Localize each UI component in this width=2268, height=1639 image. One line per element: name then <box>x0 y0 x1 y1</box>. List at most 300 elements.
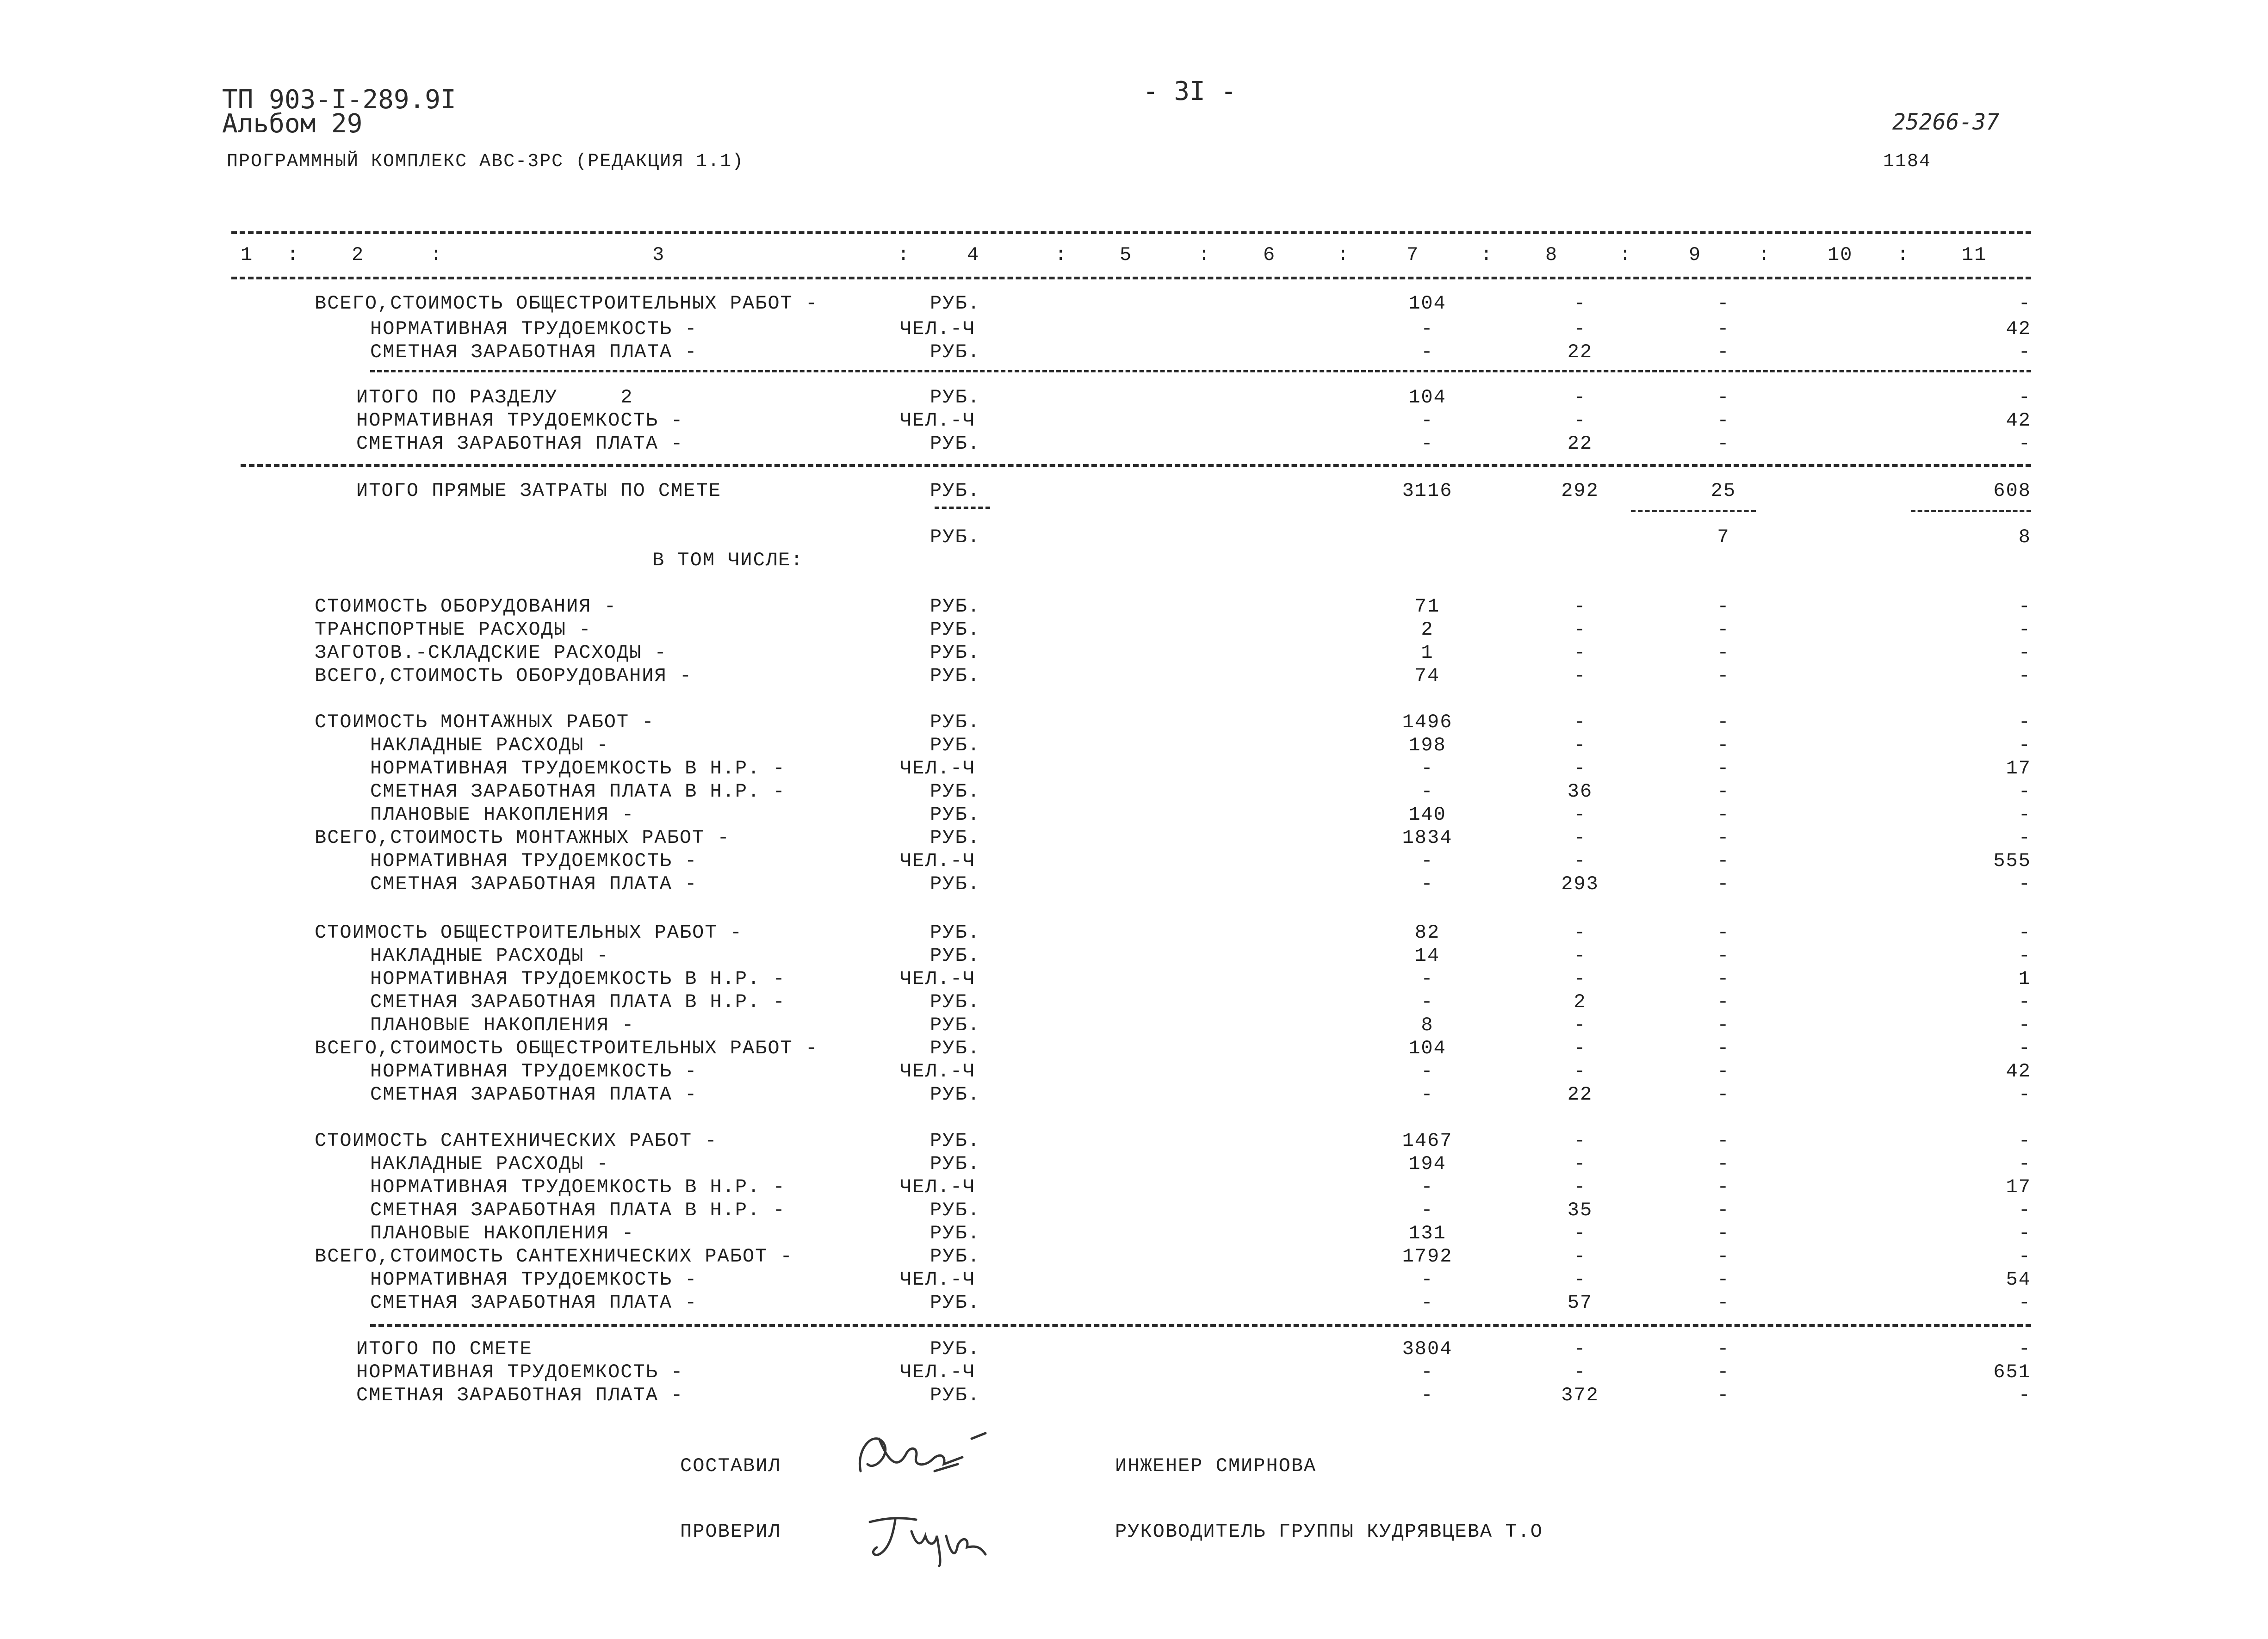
row-label: СТОИМОСТЬ САНТЕХНИЧЕСКИХ РАБОТ - <box>315 1130 718 1152</box>
cell-col7: 2 <box>1421 618 1434 641</box>
row-unit: РУБ. <box>930 1292 980 1314</box>
row-label: ИТОГО ПО РАЗДЕЛУ 2 <box>356 386 633 408</box>
cell-col7: - <box>1421 780 1434 803</box>
cell-col9: - <box>1717 804 1730 826</box>
compiled-by: ИНЖЕНЕР СМИРНОВА <box>1115 1455 1317 1477</box>
column-separator: : <box>1897 244 1910 266</box>
row-label: В ТОМ ЧИСЛЕ: <box>652 549 804 571</box>
cell-col8: - <box>1574 1222 1586 1244</box>
table-row <box>0 992 2268 1016</box>
table-row <box>0 759 2268 783</box>
cell-col9: - <box>1717 1199 1730 1221</box>
cell-col11: - <box>2018 1014 2031 1036</box>
cell-col7: - <box>1421 1083 1434 1106</box>
row-unit: РУБ. <box>930 922 980 944</box>
cell-col11: - <box>2018 1153 2031 1175</box>
cell-col9: - <box>1717 734 1730 756</box>
cell-col7: 74 <box>1414 665 1440 687</box>
row-label: СМЕТНАЯ ЗАРАБОТНАЯ ПЛАТА - <box>370 1292 698 1314</box>
cell-col9: - <box>1717 1153 1730 1175</box>
cell-col11: 8 <box>2018 526 2031 548</box>
cell-col9: - <box>1717 1014 1730 1036</box>
table-row <box>0 1293 2268 1317</box>
row-label: СМЕТНАЯ ЗАРАБОТНАЯ ПЛАТА - <box>370 341 698 363</box>
cell-col7: 1 <box>1421 642 1434 664</box>
cell-col11: 42 <box>2006 409 2031 432</box>
row-label: СМЕТНАЯ ЗАРАБОТНАЯ ПЛАТА - <box>370 873 698 895</box>
cell-col8: - <box>1574 409 1586 432</box>
table-row <box>0 874 2268 898</box>
row-label: НАКЛАДНЫЕ РАСХОДЫ - <box>370 734 609 756</box>
cell-col7: 131 <box>1408 1222 1446 1244</box>
table-row <box>0 597 2268 621</box>
row-label: ИТОГО ПО СМЕТЕ <box>356 1338 533 1360</box>
row-label: СМЕТНАЯ ЗАРАБОТНАЯ ПЛАТА В Н.Р. - <box>370 1199 786 1221</box>
cell-col7: - <box>1421 873 1434 895</box>
cell-col7: 104 <box>1408 1037 1446 1059</box>
row-label: СТОИМОСТЬ ОБОРУДОВАНИЯ - <box>315 595 617 618</box>
row-unit: РУБ. <box>930 1153 980 1175</box>
column-separator: : <box>1198 244 1211 266</box>
cell-col7: - <box>1421 757 1434 779</box>
row-unit: РУБ. <box>930 1222 980 1244</box>
cell-col9: - <box>1717 595 1730 618</box>
cell-col8: - <box>1574 1037 1586 1059</box>
column-separator: : <box>1619 244 1632 266</box>
cell-col11: - <box>2018 780 2031 803</box>
table-row <box>0 434 2268 458</box>
cell-col11: - <box>2018 945 2031 967</box>
cell-col8: - <box>1574 1060 1586 1082</box>
table-row <box>0 319 2268 343</box>
cell-col8: 22 <box>1567 341 1593 363</box>
cell-col8: - <box>1574 922 1586 944</box>
row-label: НОРМАТИВНАЯ ТРУДОЕМКОСТЬ - <box>370 318 698 340</box>
cell-col8: 2 <box>1574 991 1586 1013</box>
cell-col9: - <box>1717 1037 1730 1059</box>
cell-col11: - <box>2018 991 2031 1013</box>
cell-col8: - <box>1574 1268 1586 1291</box>
cell-col8: 35 <box>1567 1199 1593 1221</box>
checked-label: ПРОВЕРИЛ <box>680 1521 781 1543</box>
cell-col7: - <box>1421 409 1434 432</box>
cell-col8: - <box>1574 827 1586 849</box>
row-label: НОРМАТИВНАЯ ТРУДОЕМКОСТЬ - <box>356 1361 684 1383</box>
column-header-4: 4 <box>967 244 980 266</box>
cell-col7: 3116 <box>1402 480 1453 502</box>
cell-col11: 1 <box>2018 968 2031 990</box>
cell-col9: - <box>1717 318 1730 340</box>
row-unit: РУБ. <box>930 945 980 967</box>
row-label: НОРМАТИВНАЯ ТРУДОЕМКОСТЬ В Н.Р. - <box>370 1176 786 1198</box>
cell-col11: 608 <box>1993 480 2031 502</box>
cell-col11: 54 <box>2006 1268 2031 1291</box>
row-unit: РУБ. <box>930 1083 980 1106</box>
row-unit: РУБ. <box>930 595 980 618</box>
cell-col9: - <box>1717 873 1730 895</box>
column-header-3: 3 <box>652 244 665 266</box>
cell-col11: - <box>2018 1083 2031 1106</box>
row-label: СТОИМОСТЬ ОБЩЕСТРОИТЕЛЬНЫХ РАБОТ - <box>315 922 743 944</box>
cell-col9: - <box>1717 1361 1730 1383</box>
cell-col7: 104 <box>1408 292 1446 315</box>
row-unit: РУБ. <box>930 1245 980 1268</box>
cell-col11: - <box>2018 341 2031 363</box>
row-label: СМЕТНАЯ ЗАРАБОТНАЯ ПЛАТА В Н.Р. - <box>370 780 786 803</box>
cell-col11: - <box>2018 433 2031 455</box>
row-unit: РУБ. <box>930 711 980 733</box>
table-row <box>0 828 2268 852</box>
cell-col8: - <box>1574 734 1586 756</box>
cell-col9: - <box>1717 991 1730 1013</box>
cell-col8: 293 <box>1561 873 1599 895</box>
page-number: - 3I - <box>1143 76 1237 106</box>
cell-col7: 1834 <box>1402 827 1453 849</box>
table-row <box>0 851 2268 875</box>
sheet-number: 1184 <box>1883 151 1932 172</box>
row-unit: РУБ. <box>930 665 980 687</box>
table-row <box>0 294 2268 318</box>
cell-col8: - <box>1574 618 1586 641</box>
cell-col11: - <box>2018 292 2031 315</box>
table-row <box>0 1039 2268 1063</box>
table-row <box>0 643 2268 667</box>
cell-col8: - <box>1574 1014 1586 1036</box>
row-unit: РУБ. <box>930 618 980 641</box>
table-row <box>0 342 2268 366</box>
row-unit: ЧЕЛ.-Ч <box>900 757 976 779</box>
cell-col11: 17 <box>2006 1176 2031 1198</box>
cell-col11: 17 <box>2006 757 2031 779</box>
album-label: Альбом 29 <box>222 109 363 139</box>
cell-col8: - <box>1574 804 1586 826</box>
row-label: НАКЛАДНЫЕ РАСХОДЫ - <box>370 1153 609 1175</box>
row-unit: ЧЕЛ.-Ч <box>900 968 976 990</box>
cell-col9: - <box>1717 968 1730 990</box>
row-label: НОРМАТИВНАЯ ТРУДОЕМКОСТЬ В Н.Р. - <box>370 757 786 779</box>
cell-col9: - <box>1717 1060 1730 1082</box>
column-header-5: 5 <box>1120 244 1133 266</box>
cell-col7: - <box>1421 1384 1434 1406</box>
table-row <box>0 736 2268 760</box>
cell-col7: - <box>1421 1268 1434 1291</box>
cell-col9: - <box>1717 711 1730 733</box>
table-row <box>0 1062 2268 1086</box>
cell-col8: - <box>1574 292 1586 315</box>
cell-col9: - <box>1717 665 1730 687</box>
cell-col11: - <box>2018 1245 2031 1268</box>
column-separator: : <box>898 244 911 266</box>
column-separators: : <box>287 244 300 266</box>
row-unit: ЧЕЛ.-Ч <box>900 1176 976 1198</box>
row-label: ВСЕГО,СТОИМОСТЬ ОБЩЕСТРОИТЕЛЬНЫХ РАБОТ - <box>315 1037 818 1059</box>
row-label: ЗАГОТОВ.-СКЛАДСКИЕ РАСХОДЫ - <box>315 642 667 664</box>
cell-col8: - <box>1574 1153 1586 1175</box>
cell-col11: - <box>2018 711 2031 733</box>
column-header-7: 7 <box>1407 244 1419 266</box>
table-row <box>0 1154 2268 1178</box>
cell-col9: - <box>1717 1130 1730 1152</box>
cell-col8: - <box>1574 595 1586 618</box>
cell-col9: - <box>1717 1268 1730 1291</box>
table-row <box>0 1339 2268 1363</box>
row-unit: РУБ. <box>930 1199 980 1221</box>
row-unit: РУБ. <box>930 827 980 849</box>
row-unit: РУБ. <box>930 1014 980 1036</box>
column-header-9: 9 <box>1689 244 1702 266</box>
cell-col8: - <box>1574 1130 1586 1152</box>
row-label: СТОИМОСТЬ МОНТАЖНЫХ РАБОТ - <box>315 711 655 733</box>
table-row <box>0 1177 2268 1201</box>
cell-col9: - <box>1717 945 1730 967</box>
cell-col11: - <box>2018 595 2031 618</box>
cell-col7: 3804 <box>1402 1338 1453 1360</box>
row-unit: РУБ. <box>930 480 980 502</box>
column-header-1: 1 <box>241 244 254 266</box>
row-unit: РУБ. <box>930 341 980 363</box>
compiled-label: СОСТАВИЛ <box>680 1455 781 1477</box>
cell-col9: - <box>1717 757 1730 779</box>
row-unit: РУБ. <box>930 642 980 664</box>
cell-col8: 57 <box>1567 1292 1593 1314</box>
row-unit: РУБ. <box>930 292 980 315</box>
row-label: ПЛАНОВЫЕ НАКОПЛЕНИЯ - <box>370 1014 635 1036</box>
cell-col11: - <box>2018 665 2031 687</box>
column-separator: : <box>1758 244 1771 266</box>
cell-col9: - <box>1717 386 1730 408</box>
row-unit: РУБ. <box>930 433 980 455</box>
row-unit: РУБ. <box>930 1338 980 1360</box>
table-row <box>0 411 2268 435</box>
cell-col8: - <box>1574 968 1586 990</box>
column-header-11: 11 <box>1962 244 1987 266</box>
cell-col8: - <box>1574 386 1586 408</box>
cell-col11: - <box>2018 618 2031 641</box>
cell-col9: - <box>1717 642 1730 664</box>
cell-col9: - <box>1717 1338 1730 1360</box>
cell-col8: 22 <box>1567 433 1593 455</box>
program-title: ПРОГРАММНЫЙ КОМПЛЕКС АВС-3РС (РЕДАКЦИЯ 1.1) <box>227 151 744 172</box>
cell-col9: - <box>1717 1176 1730 1198</box>
cell-col9: 25 <box>1710 480 1736 502</box>
cell-col7: 71 <box>1414 595 1440 618</box>
row-unit: ЧЕЛ.-Ч <box>900 1268 976 1291</box>
cell-col7: - <box>1421 1060 1434 1082</box>
row-unit: РУБ. <box>930 1384 980 1406</box>
cell-col11: - <box>2018 386 2031 408</box>
cell-col9: - <box>1717 827 1730 849</box>
row-unit: ЧЕЛ.-Ч <box>900 409 976 432</box>
table-row <box>0 1131 2268 1155</box>
cell-col8: - <box>1574 665 1586 687</box>
signature-compiled <box>847 1420 1013 1490</box>
cell-col8: - <box>1574 757 1586 779</box>
column-header-6: 6 <box>1263 244 1276 266</box>
table-row <box>0 1015 2268 1039</box>
row-unit: РУБ. <box>930 780 980 803</box>
row-label: СМЕТНАЯ ЗАРАБОТНАЯ ПЛАТА - <box>356 433 684 455</box>
cell-col8: - <box>1574 1245 1586 1268</box>
cell-col7: 8 <box>1421 1014 1434 1036</box>
cell-col7: - <box>1421 991 1434 1013</box>
row-unit: РУБ. <box>930 1130 980 1152</box>
column-separator: : <box>1481 244 1493 266</box>
document-code: ТП 903-I-289.9I <box>222 85 456 115</box>
cell-col11: - <box>2018 1292 2031 1314</box>
cell-col11: - <box>2018 1037 2031 1059</box>
cell-col11: - <box>2018 734 2031 756</box>
cell-col11: - <box>2018 873 2031 895</box>
cell-col9: - <box>1717 1292 1730 1314</box>
cell-col8: 372 <box>1561 1384 1599 1406</box>
row-unit: РУБ. <box>930 804 980 826</box>
row-unit: ЧЕЛ.-Ч <box>900 1361 976 1383</box>
cell-col11: 42 <box>2006 318 2031 340</box>
cell-col9: 7 <box>1717 526 1730 548</box>
cell-col7: 1792 <box>1402 1245 1453 1268</box>
table-row <box>0 527 2268 551</box>
cell-col11: - <box>2018 642 2031 664</box>
row-unit: РУБ. <box>930 526 980 548</box>
cell-col8: - <box>1574 711 1586 733</box>
table-row <box>0 481 2268 505</box>
column-separator: : <box>1055 244 1068 266</box>
cell-col7: 198 <box>1408 734 1446 756</box>
row-label: ИТОГО ПРЯМЫЕ ЗАТРАТЫ ПО СМЕТЕ <box>356 480 721 502</box>
cell-col8: - <box>1574 1176 1586 1198</box>
row-unit: ЧЕЛ.-Ч <box>900 318 976 340</box>
cell-col7: - <box>1421 1361 1434 1383</box>
cell-col11: - <box>2018 804 2031 826</box>
cell-col8: - <box>1574 945 1586 967</box>
cell-col8: - <box>1574 642 1586 664</box>
cell-col9: - <box>1717 618 1730 641</box>
cell-col8: - <box>1574 850 1586 872</box>
column-header-10: 10 <box>1828 244 1853 266</box>
cell-col8: 292 <box>1561 480 1599 502</box>
cell-col9: - <box>1717 341 1730 363</box>
cell-col9: - <box>1717 433 1730 455</box>
cell-col11: - <box>2018 1130 2031 1152</box>
cell-col9: - <box>1717 292 1730 315</box>
table-row <box>0 388 2268 412</box>
cell-col8: - <box>1574 1338 1586 1360</box>
row-unit: РУБ. <box>930 386 980 408</box>
column-separator: : <box>1337 244 1350 266</box>
cell-col7: 14 <box>1414 945 1440 967</box>
row-label: ПЛАНОВЫЕ НАКОПЛЕНИЯ - <box>370 804 635 826</box>
cell-col7: 1467 <box>1402 1130 1453 1152</box>
table-row <box>0 923 2268 947</box>
cell-col9: - <box>1717 1245 1730 1268</box>
table-row <box>0 782 2268 806</box>
cell-col11: - <box>2018 1222 2031 1244</box>
row-label: НОРМАТИВНАЯ ТРУДОЕМКОСТЬ - <box>370 1268 698 1291</box>
cell-col9: - <box>1717 780 1730 803</box>
cell-col7: - <box>1421 850 1434 872</box>
cell-col11: 42 <box>2006 1060 2031 1082</box>
table-row <box>0 1085 2268 1109</box>
row-unit: ЧЕЛ.-Ч <box>900 1060 976 1082</box>
cell-col7: 194 <box>1408 1153 1446 1175</box>
row-label: ВСЕГО,СТОИМОСТЬ ОБЩЕСТРОИТЕЛЬНЫХ РАБОТ - <box>315 292 818 315</box>
row-unit: РУБ. <box>930 1037 980 1059</box>
cell-col9: - <box>1717 922 1730 944</box>
row-unit: РУБ. <box>930 991 980 1013</box>
cell-col7: 82 <box>1414 922 1440 944</box>
cell-col7: - <box>1421 1199 1434 1221</box>
cell-col7: - <box>1421 433 1434 455</box>
row-label: НОРМАТИВНАЯ ТРУДОЕМКОСТЬ - <box>370 850 698 872</box>
row-label: НОРМАТИВНАЯ ТРУДОЕМКОСТЬ - <box>370 1060 698 1082</box>
cell-col7: - <box>1421 1292 1434 1314</box>
cell-col8: - <box>1574 318 1586 340</box>
cell-col9: - <box>1717 1384 1730 1406</box>
cell-col9: - <box>1717 1222 1730 1244</box>
row-unit: ЧЕЛ.-Ч <box>900 850 976 872</box>
cell-col8: - <box>1574 1361 1586 1383</box>
row-label: ВСЕГО,СТОИМОСТЬ МОНТАЖНЫХ РАБОТ - <box>315 827 730 849</box>
cell-col7: - <box>1421 341 1434 363</box>
cell-col9: - <box>1717 409 1730 432</box>
cell-col7: 1496 <box>1402 711 1453 733</box>
table-row <box>0 712 2268 736</box>
column-separator: : <box>430 244 443 266</box>
cell-col11: 555 <box>1993 850 2031 872</box>
table-row <box>0 1200 2268 1225</box>
table-row <box>0 1385 2268 1410</box>
row-label: СМЕТНАЯ ЗАРАБОТНАЯ ПЛАТА - <box>356 1384 684 1406</box>
row-label: ПЛАНОВЫЕ НАКОПЛЕНИЯ - <box>370 1222 635 1244</box>
row-unit: РУБ. <box>930 873 980 895</box>
row-label: НОРМАТИВНАЯ ТРУДОЕМКОСТЬ - <box>356 409 684 432</box>
row-label: СМЕТНАЯ ЗАРАБОТНАЯ ПЛАТА - <box>370 1083 698 1106</box>
table-row <box>0 805 2268 829</box>
cell-col11: - <box>2018 1384 2031 1406</box>
stamp-code: 25266-37 <box>1892 109 2000 135</box>
table-row <box>0 1224 2268 1248</box>
cell-col7: - <box>1421 318 1434 340</box>
row-label: СМЕТНАЯ ЗАРАБОТНАЯ ПЛАТА В Н.Р. - <box>370 991 786 1013</box>
table-row <box>0 666 2268 690</box>
cell-col11: - <box>2018 1199 2031 1221</box>
cell-col7: - <box>1421 968 1434 990</box>
table-row <box>0 550 2268 575</box>
table-row <box>0 946 2268 970</box>
cell-col9: - <box>1717 850 1730 872</box>
cell-col11: - <box>2018 922 2031 944</box>
row-unit: РУБ. <box>930 734 980 756</box>
cell-col8: 22 <box>1567 1083 1593 1106</box>
table-row <box>0 620 2268 644</box>
row-label: НАКЛАДНЫЕ РАСХОДЫ - <box>370 945 609 967</box>
cell-col11: 651 <box>1993 1361 2031 1383</box>
row-label: ВСЕГО,СТОИМОСТЬ САНТЕХНИЧЕСКИХ РАБОТ - <box>315 1245 793 1268</box>
cell-col8: 36 <box>1567 780 1593 803</box>
column-header-2: 2 <box>352 244 365 266</box>
cell-col7: 104 <box>1408 386 1446 408</box>
signature-checked <box>861 1503 999 1568</box>
row-label: ТРАНСПОРТНЫЕ РАСХОДЫ - <box>315 618 592 641</box>
table-row <box>0 1270 2268 1294</box>
column-header-8: 8 <box>1545 244 1558 266</box>
cell-col11: - <box>2018 827 2031 849</box>
cell-col7: 140 <box>1408 804 1446 826</box>
cell-col11: - <box>2018 1338 2031 1360</box>
table-row <box>0 1362 2268 1386</box>
row-label: ВСЕГО,СТОИМОСТЬ ОБОРУДОВАНИЯ - <box>315 665 693 687</box>
row-label: НОРМАТИВНАЯ ТРУДОЕМКОСТЬ В Н.Р. - <box>370 968 786 990</box>
